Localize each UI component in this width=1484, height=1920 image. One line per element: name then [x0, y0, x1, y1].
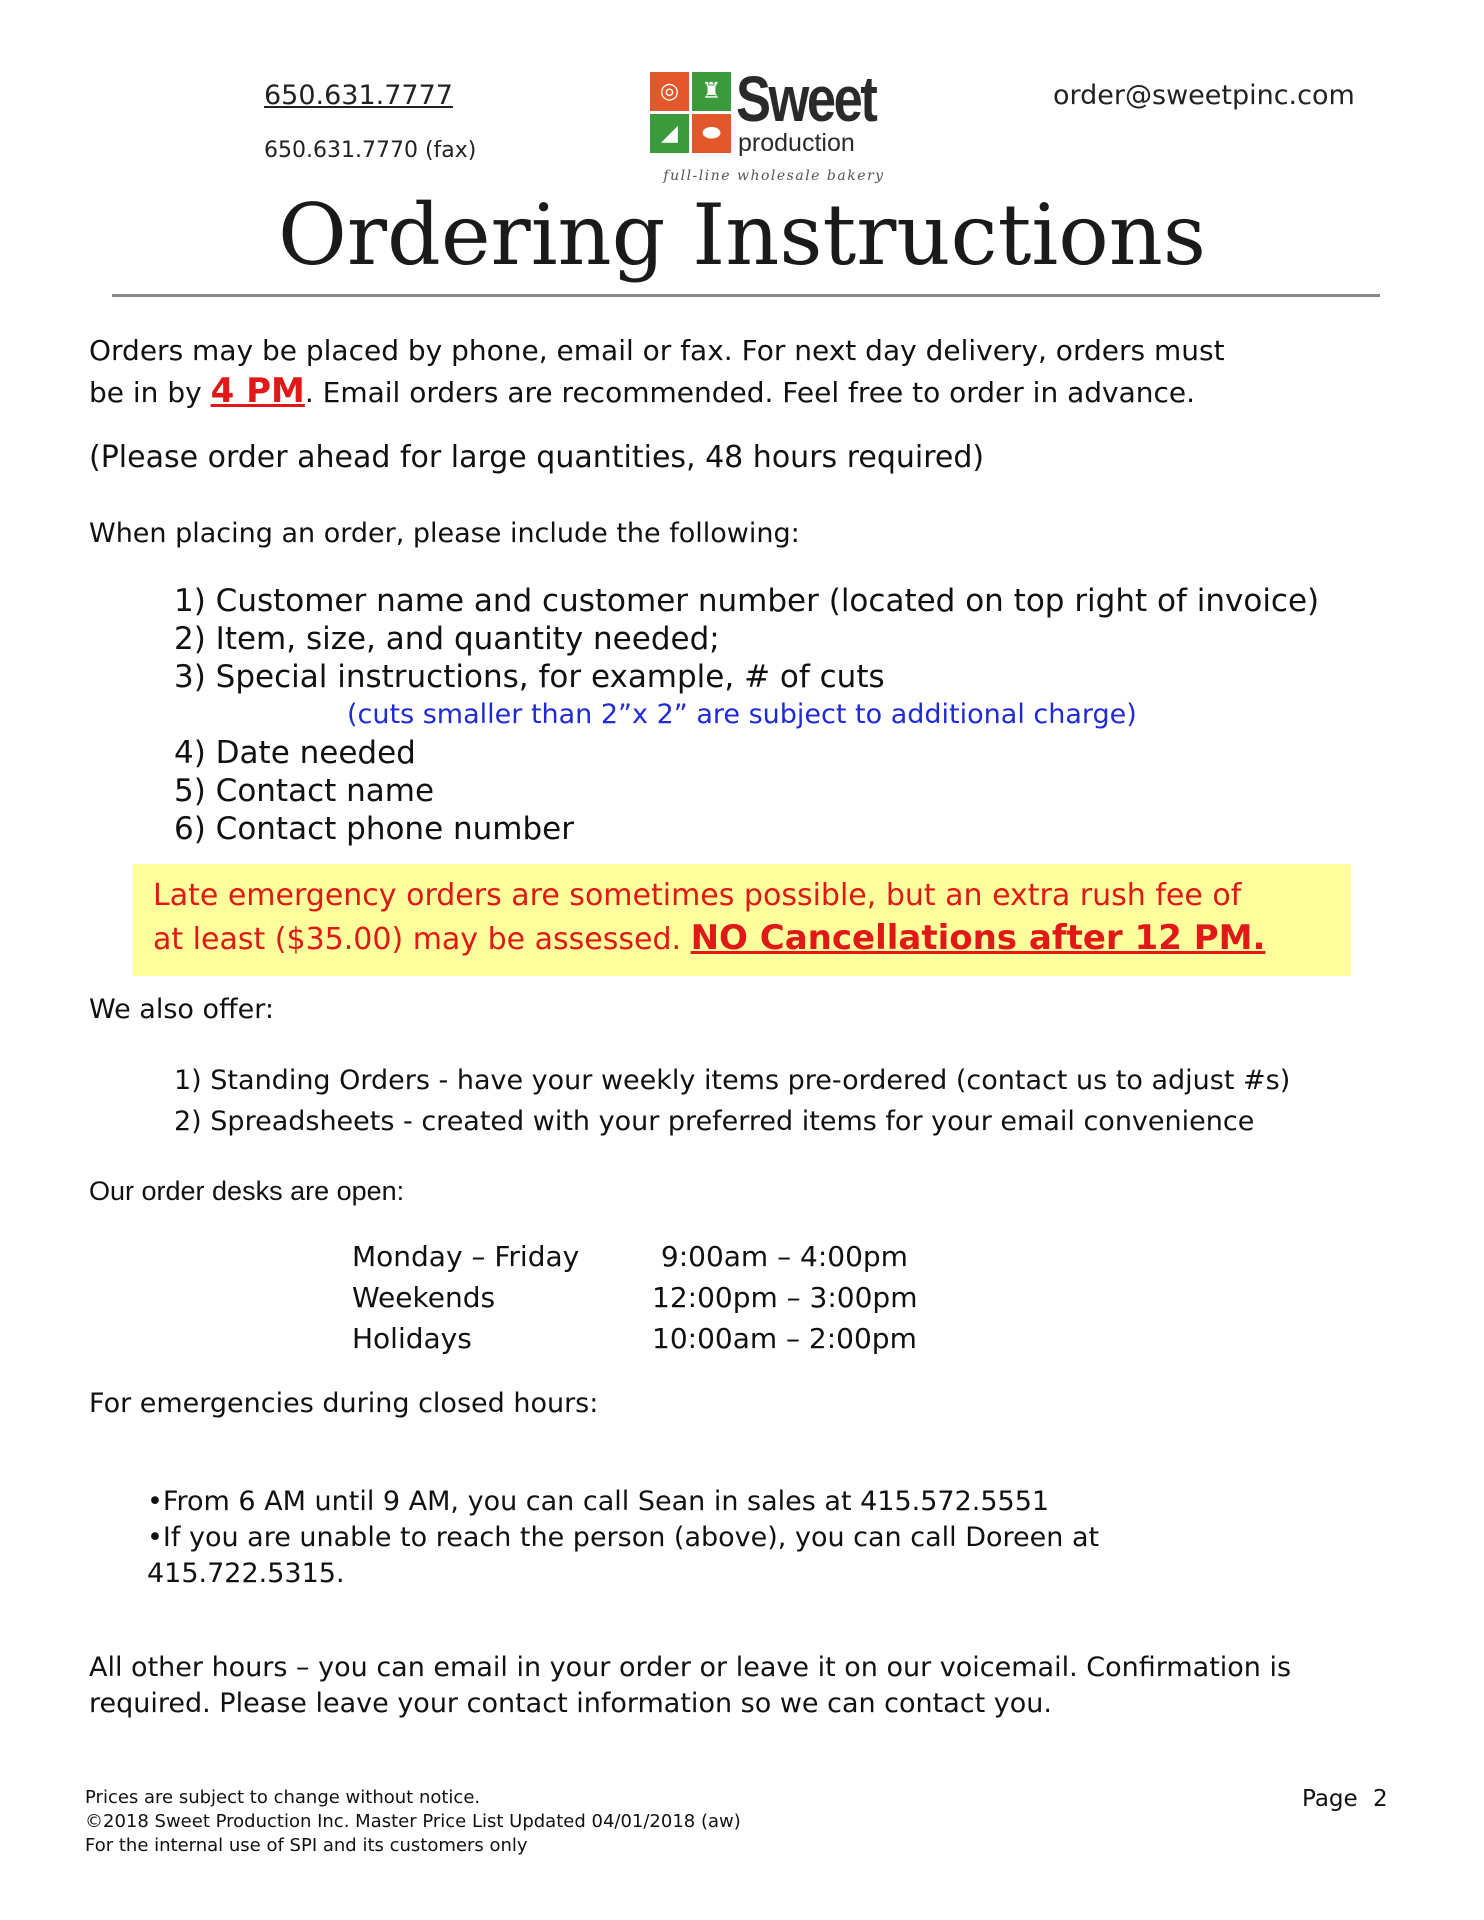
offer-list — [174, 1060, 1290, 1142]
donut-icon: ◎ — [650, 72, 689, 111]
emergency-heading: For emergencies during closed hours: — [89, 1388, 599, 1419]
offer-heading: We also offer: — [89, 994, 274, 1025]
emergency-contacts — [147, 1484, 1247, 1592]
company-logo — [650, 63, 900, 190]
list-item: •If you are unable to reach the person (above), you can call Doreen at 415.722.5315. — [147, 1522, 1100, 1589]
hours-day: Weekends — [352, 1281, 496, 1314]
hours-day: Monday – Friday — [352, 1240, 580, 1273]
hours-time: 9:00am – 4:00pm — [652, 1240, 908, 1273]
footer-line: For the internal use of SPI and its customers only — [85, 1835, 528, 1856]
list-item: 4) Date needed — [174, 735, 416, 771]
footer-notes — [85, 1786, 741, 1858]
list-item: 1) Standing Orders - have your weekly items pre-ordered (contact us to adjust #s) — [174, 1065, 1291, 1096]
other-hours-paragraph: All other hours – you can email in your order or leave it on our voicemail. Confirmation is required. Please leave your contact information so we can contact you. — [89, 1652, 1292, 1719]
footer-line: Prices are subject to change without notice. — [85, 1787, 481, 1808]
title-divider — [112, 294, 1380, 297]
desk-hours-table — [352, 1236, 917, 1359]
hours-time: 10:00am – 2:00pm — [652, 1322, 917, 1355]
include-heading: When placing an order, please include the following: — [89, 518, 800, 549]
list-item: 5) Contact name — [174, 773, 435, 809]
page-title: Ordering Instructions — [278, 186, 1206, 284]
intro-line2-post: . Email orders are recommended. Feel free to order in advance. — [304, 376, 1196, 409]
table-row — [352, 1277, 917, 1318]
table-row — [352, 1318, 917, 1359]
footer-line: ©2018 Sweet Production Inc. Master Price List Updated 04/01/2018 (aw) — [85, 1811, 741, 1832]
desk-hours-heading: Our order desks are open: — [89, 1176, 405, 1206]
rush-fee-notice — [133, 864, 1351, 976]
logo-wordmark: Sweet — [736, 63, 876, 135]
cuts-note: (cuts smaller than 2”x 2” are subject to additional charge) — [347, 699, 1137, 730]
notice-text — [153, 874, 1265, 961]
table-row — [352, 1236, 917, 1277]
list-item: •From 6 AM until 9 AM, you can call Sean in sales at 415.572.5551 — [147, 1486, 1050, 1517]
large-order-note: (Please order ahead for large quantities, 48 hours required) — [89, 440, 985, 475]
include-list — [174, 582, 1319, 848]
cake-slice-icon: ◢ — [650, 114, 689, 153]
list-item: 3) Special instructions, for example, # of cuts — [174, 659, 885, 695]
hours-day: Holidays — [352, 1322, 472, 1355]
page-number: Page 2 — [1302, 1786, 1388, 1812]
notice-line1: Late emergency orders are sometimes possible, but an extra rush fee of — [153, 878, 1242, 913]
notice-line2: at least ($35.00) may be assessed. — [153, 922, 691, 957]
bread-icon: ⬬ — [692, 114, 731, 153]
intro-line2-pre: be in by — [89, 376, 211, 409]
cancellation-warning: NO Cancellations after 12 PM. — [690, 918, 1266, 958]
fax-number: 650.631.7770 (fax) — [264, 138, 477, 163]
phone-number: 650.631.7777 — [264, 80, 453, 111]
hours-time: 12:00pm – 3:00pm — [652, 1281, 918, 1314]
cake-icon: ♜ — [692, 72, 731, 111]
list-item: 6) Contact phone number — [174, 811, 574, 847]
intro-paragraph — [89, 330, 1409, 413]
list-item: 2) Item, size, and quantity needed; — [174, 621, 720, 657]
list-item: 1) Customer name and customer number (located on top right of invoice) — [174, 583, 1320, 619]
list-item: 2) Spreadsheets - created with your preferred items for your email convenience — [174, 1106, 1255, 1137]
logo-tagline: full-line wholesale bakery — [663, 168, 885, 184]
email-address: order@sweetpinc.com — [1053, 80, 1355, 111]
logo-subword: production — [738, 129, 855, 157]
intro-line1: Orders may be placed by phone, email or fax. For next day delivery, orders must — [89, 334, 1225, 367]
order-deadline: 4 PM — [210, 371, 305, 411]
logo-icon-grid — [650, 72, 732, 154]
